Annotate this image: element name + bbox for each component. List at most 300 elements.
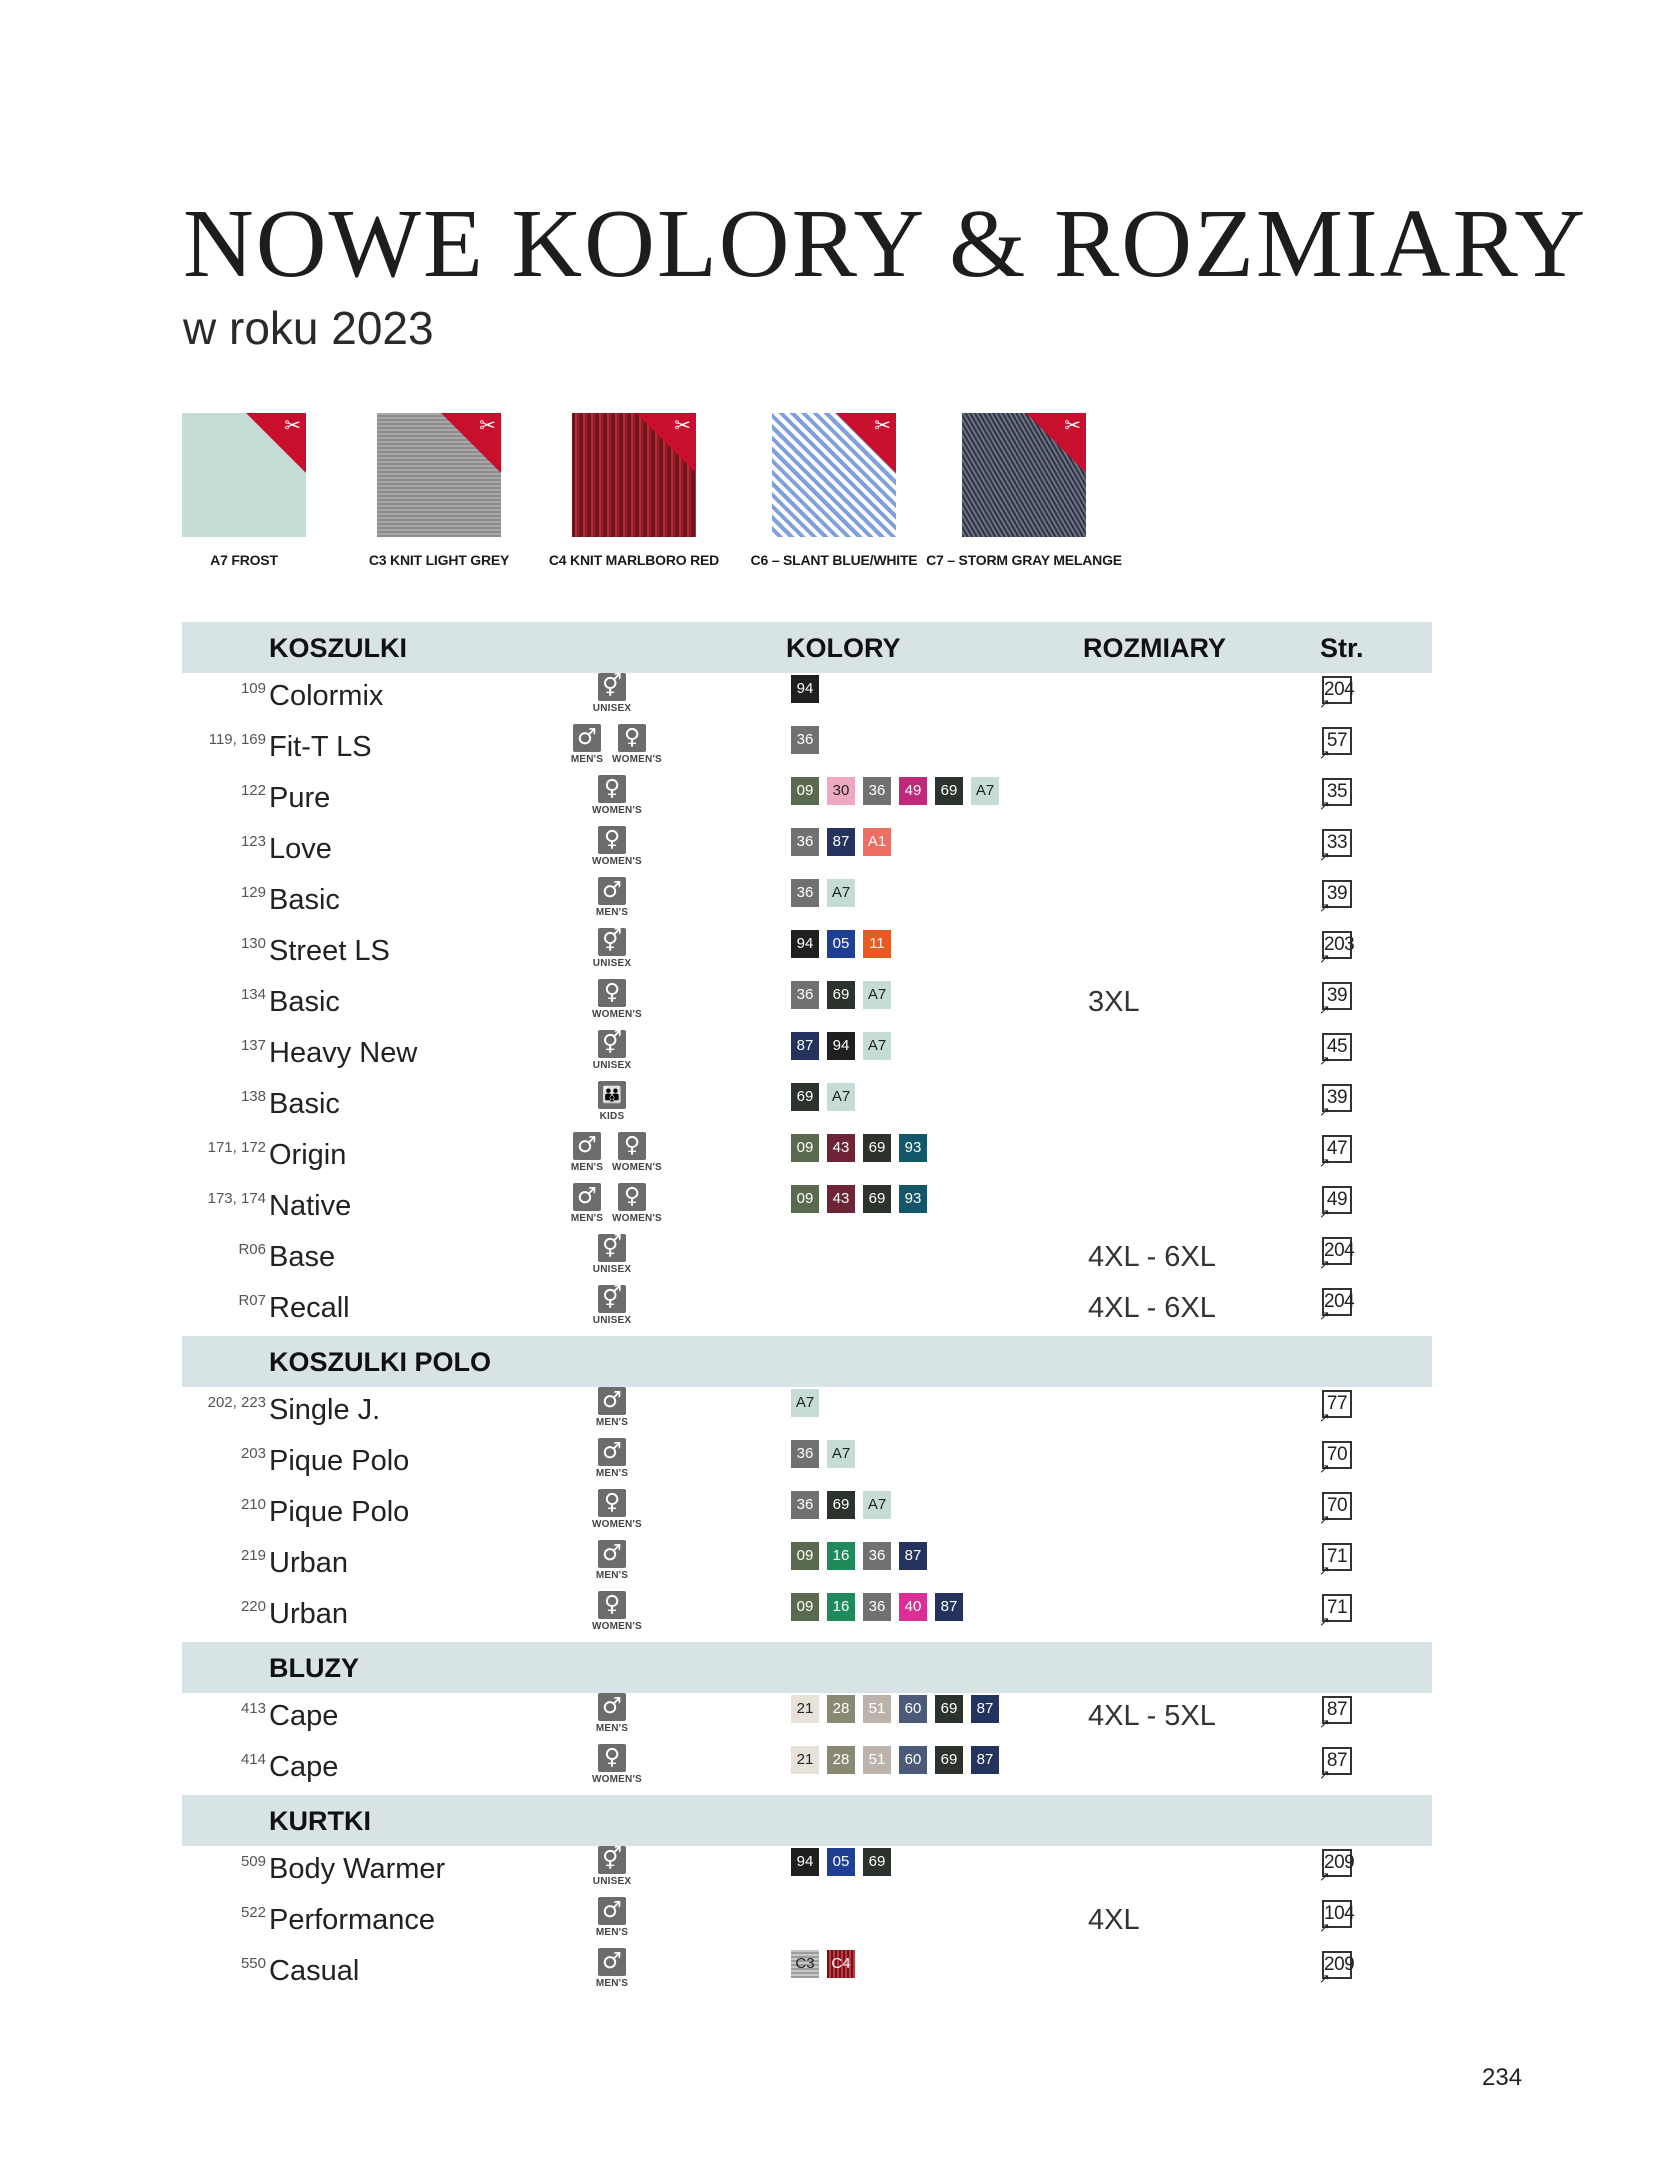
color-chip: 87	[827, 828, 855, 856]
page-link-number: 45	[1326, 1036, 1348, 1057]
gender-badge	[592, 1030, 632, 1071]
page-link-number: 204	[1324, 1291, 1355, 1312]
product-ref: 129	[240, 884, 266, 901]
product-ref: R07	[238, 1292, 266, 1309]
table-row	[0, 1438, 1672, 1489]
female-icon: ♀	[618, 1132, 646, 1160]
page-link[interactable]	[1319, 1594, 1352, 1629]
color-chip: 36	[791, 828, 819, 856]
color-chip: 30	[827, 777, 855, 805]
table-row	[0, 979, 1672, 1030]
page-link-number: 71	[1326, 1597, 1348, 1618]
gender-label: MEN'S	[570, 754, 604, 765]
page-link[interactable]	[1319, 880, 1352, 915]
color-chip: 43	[827, 1134, 855, 1162]
page-link-number: 71	[1326, 1546, 1348, 1567]
female-icon: ♀	[598, 979, 626, 1007]
gender-label: MEN'S	[595, 1978, 629, 1989]
product-name: Basic	[269, 884, 340, 916]
gender-badge	[612, 1132, 662, 1173]
color-chip: 69	[791, 1083, 819, 1111]
gender-label: WOMEN'S	[592, 1009, 642, 1020]
unisex-icon: ⚥	[598, 1846, 626, 1874]
gender-badge	[592, 1081, 632, 1122]
table-row	[0, 1132, 1672, 1183]
page-link[interactable]	[1319, 1441, 1352, 1476]
product-ref: 550	[240, 1955, 266, 1972]
fabric-tag-icon: ✂	[1064, 415, 1081, 437]
arrow-icon: ↗	[1319, 1308, 1330, 1323]
gender-badge	[592, 877, 632, 918]
gender-label: WOMEN'S	[592, 1774, 642, 1785]
gender-label: MEN'S	[595, 1468, 629, 1479]
arrow-icon: ↗	[1319, 1971, 1330, 1986]
page-link[interactable]	[1319, 1033, 1352, 1068]
color-chips	[791, 879, 863, 907]
color-chip: 60	[899, 1746, 927, 1774]
gender-label: WOMEN'S	[612, 1213, 662, 1224]
unisex-icon: ⚥	[598, 673, 626, 701]
swatch-label: C7 – STORM GRAY MELANGE	[926, 552, 1122, 568]
color-chip: A7	[827, 1083, 855, 1111]
color-chip: 36	[791, 1491, 819, 1519]
product-ref: 413	[240, 1700, 266, 1717]
product-ref: 219	[240, 1547, 266, 1564]
page-link[interactable]	[1319, 676, 1355, 711]
color-chips	[791, 1032, 899, 1060]
female-icon: ♀	[598, 775, 626, 803]
section-title: KOSZULKI	[269, 633, 407, 663]
product-ref: 414	[240, 1751, 266, 1768]
product-name: Native	[269, 1190, 352, 1222]
table-row	[0, 1744, 1672, 1795]
gender-badge	[592, 775, 642, 816]
page-link[interactable]	[1319, 1696, 1352, 1731]
size-range: 3XL	[1088, 986, 1140, 1018]
table-row	[0, 1897, 1672, 1948]
unisex-icon: ⚥	[598, 928, 626, 956]
color-chip: 05	[827, 930, 855, 958]
page-number: 234	[1482, 2064, 1523, 2091]
color-chips	[791, 726, 827, 754]
color-chip: 69	[827, 981, 855, 1009]
color-chip: A7	[791, 1389, 819, 1417]
table-row	[0, 775, 1672, 826]
gender-badge	[592, 1897, 632, 1938]
product-name: Single J.	[269, 1394, 381, 1426]
male-icon: ♂	[598, 1897, 626, 1925]
color-chip: 60	[899, 1695, 927, 1723]
color-chip: 09	[791, 1593, 819, 1621]
page-link-number: 70	[1326, 1444, 1348, 1465]
gender-label: UNISEX	[592, 1060, 632, 1071]
page-link-number: 204	[1324, 1240, 1355, 1261]
gender-label: UNISEX	[592, 1315, 632, 1326]
gender-badge	[592, 826, 642, 867]
product-name: Pure	[269, 782, 331, 814]
arrow-icon: ↗	[1319, 1104, 1330, 1119]
table-row	[0, 826, 1672, 877]
color-chip: A7	[971, 777, 999, 805]
page-link-number: 104	[1324, 1903, 1355, 1924]
section-title: BLUZY	[269, 1653, 359, 1683]
color-chip: 36	[863, 1542, 891, 1570]
color-chip: A1	[863, 828, 891, 856]
table-row	[0, 1693, 1672, 1744]
gender-badge	[592, 1285, 632, 1326]
size-range: 4XL - 5XL	[1088, 1700, 1216, 1732]
color-chips	[791, 828, 899, 856]
product-ref: 138	[240, 1088, 266, 1105]
product-ref: 220	[240, 1598, 266, 1615]
page-link-number: 39	[1326, 1087, 1348, 1108]
gender-label: UNISEX	[592, 958, 632, 969]
gender-badge	[592, 1489, 642, 1530]
color-chip: 11	[863, 930, 891, 958]
product-name: Urban	[269, 1547, 348, 1579]
color-chips	[791, 1440, 863, 1468]
product-name: Cape	[269, 1751, 339, 1783]
color-chip: 28	[827, 1695, 855, 1723]
product-ref: 509	[240, 1853, 266, 1870]
gender-badge	[592, 1693, 632, 1734]
color-chips	[791, 1491, 899, 1519]
table-row	[0, 1591, 1672, 1642]
table-row	[0, 1846, 1672, 1897]
gender-badge	[567, 1183, 607, 1224]
product-ref: 202, 223	[207, 1394, 266, 1411]
color-chip: 36	[791, 1440, 819, 1468]
gender-label: MEN'S	[595, 907, 629, 918]
color-chip: 94	[791, 675, 819, 703]
page-link-number: 57	[1326, 730, 1348, 751]
arrow-icon: ↗	[1319, 1206, 1330, 1221]
table-row	[0, 928, 1672, 979]
color-chip: A7	[863, 981, 891, 1009]
color-chip: A7	[863, 1032, 891, 1060]
page-link[interactable]	[1319, 1084, 1352, 1119]
swatch-1	[182, 413, 306, 537]
arrow-icon: ↗	[1319, 1716, 1330, 1731]
page-link[interactable]	[1319, 931, 1355, 966]
product-name: Recall	[269, 1292, 350, 1324]
arrow-icon: ↗	[1319, 798, 1330, 813]
page-link[interactable]	[1319, 1186, 1352, 1221]
product-name: Fit-T LS	[269, 731, 372, 763]
product-name: Basic	[269, 986, 340, 1018]
arrow-icon: ↗	[1319, 1869, 1330, 1884]
color-chip: 69	[935, 777, 963, 805]
page-link[interactable]	[1319, 982, 1352, 1017]
gender-badge	[592, 1948, 632, 1989]
page-link[interactable]	[1319, 727, 1352, 762]
color-chip: A7	[827, 879, 855, 907]
product-name: Casual	[269, 1955, 360, 1987]
swatch-2	[377, 413, 501, 537]
page-link[interactable]	[1319, 1390, 1352, 1425]
gender-badge	[592, 673, 632, 714]
gender-label: WOMEN'S	[592, 1621, 642, 1632]
page-link[interactable]	[1319, 1288, 1355, 1323]
color-chips	[791, 1950, 863, 1978]
color-chip: A7	[827, 1440, 855, 1468]
table-row	[0, 1285, 1672, 1336]
swatch-label: C4 KNIT MARLBORO RED	[548, 552, 720, 568]
arrow-icon: ↗	[1319, 747, 1330, 762]
color-chip: 09	[791, 1185, 819, 1213]
product-ref: 122	[240, 782, 266, 799]
arrow-icon: ↗	[1319, 951, 1330, 966]
page-link[interactable]	[1319, 829, 1352, 864]
gender-label: MEN'S	[570, 1213, 604, 1224]
color-chip: 09	[791, 1134, 819, 1162]
color-chip: C4	[827, 1950, 855, 1978]
arrow-icon: ↗	[1319, 1002, 1330, 1017]
page-link-number: 49	[1326, 1189, 1348, 1210]
color-chips	[791, 1746, 1007, 1774]
fabric-tag-icon: ✂	[874, 415, 891, 437]
page-link[interactable]	[1319, 1951, 1355, 1986]
gender-label: UNISEX	[592, 1876, 632, 1887]
table-row	[0, 1489, 1672, 1540]
header-kolory: KOLORY	[786, 633, 901, 663]
color-chip: 21	[791, 1695, 819, 1723]
page-link-number: 87	[1326, 1750, 1348, 1771]
arrow-icon: ↗	[1319, 1257, 1330, 1272]
color-chips	[791, 777, 1007, 805]
arrow-icon: ↗	[1319, 696, 1330, 711]
color-chip: 21	[791, 1746, 819, 1774]
product-name: Body Warmer	[269, 1853, 446, 1885]
header-rozmiary: ROZMIARY	[1083, 633, 1226, 663]
color-chip: 40	[899, 1593, 927, 1621]
unisex-icon: ⚥	[598, 1234, 626, 1262]
color-chip: 69	[935, 1695, 963, 1723]
table-row	[0, 877, 1672, 928]
section-title: KOSZULKI POLO	[269, 1347, 491, 1377]
arrow-icon: ↗	[1319, 1920, 1330, 1935]
gender-badge	[592, 1438, 632, 1479]
gender-label: MEN'S	[595, 1570, 629, 1581]
product-name: Urban	[269, 1598, 348, 1630]
table-row	[0, 1948, 1672, 1999]
male-icon: ♂	[598, 1948, 626, 1976]
table-row	[0, 1540, 1672, 1591]
gender-badge	[612, 724, 662, 765]
product-name: Love	[269, 833, 332, 865]
product-name: Pique Polo	[269, 1496, 410, 1528]
size-range: 4XL - 6XL	[1088, 1241, 1216, 1273]
arrow-icon: ↗	[1319, 1512, 1330, 1527]
table-row	[0, 724, 1672, 775]
arrow-icon: ↗	[1319, 1767, 1330, 1782]
page-link-number: 87	[1326, 1699, 1348, 1720]
page-link[interactable]	[1319, 1237, 1355, 1272]
product-ref: 203	[240, 1445, 266, 1462]
swatch-label: A7 FROST	[210, 552, 278, 568]
color-chip: 51	[863, 1695, 891, 1723]
page-subtitle: w roku 2023	[183, 302, 434, 354]
color-chip: 05	[827, 1848, 855, 1876]
product-ref: 130	[240, 935, 266, 952]
gender-label: WOMEN'S	[592, 1519, 642, 1530]
color-chips	[791, 1083, 863, 1111]
product-name: Pique Polo	[269, 1445, 410, 1477]
page-link-number: 47	[1326, 1138, 1348, 1159]
color-chip: 36	[791, 981, 819, 1009]
page-link[interactable]	[1319, 1900, 1355, 1935]
color-chip: 69	[863, 1134, 891, 1162]
color-chips	[791, 1185, 935, 1213]
product-ref: 210	[240, 1496, 266, 1513]
arrow-icon: ↗	[1319, 1563, 1330, 1578]
color-chip: 69	[863, 1848, 891, 1876]
color-chip: 36	[863, 1593, 891, 1621]
female-icon: ♀	[618, 724, 646, 752]
female-icon: ♀	[598, 1591, 626, 1619]
product-name: Base	[269, 1241, 336, 1273]
table-row	[0, 1387, 1672, 1438]
color-chip: 94	[791, 1848, 819, 1876]
color-chips	[791, 1593, 971, 1621]
kids-icon: 👪	[598, 1081, 626, 1109]
gender-label: MEN'S	[595, 1723, 629, 1734]
page-link[interactable]	[1319, 1747, 1352, 1782]
header-str: Str.	[1320, 633, 1364, 663]
page-link-number: 39	[1326, 883, 1348, 904]
page-link-number: 39	[1326, 985, 1348, 1006]
product-ref: 137	[240, 1037, 266, 1054]
page-link[interactable]	[1319, 1849, 1355, 1884]
color-chip: 94	[827, 1032, 855, 1060]
unisex-icon: ⚥	[598, 1030, 626, 1058]
arrow-icon: ↗	[1319, 1461, 1330, 1476]
page-link-number: 33	[1326, 832, 1348, 853]
gender-badge	[592, 1234, 632, 1275]
color-chip: A7	[863, 1491, 891, 1519]
page-link[interactable]	[1319, 778, 1352, 813]
gender-label: UNISEX	[592, 1264, 632, 1275]
gender-badge	[592, 979, 642, 1020]
color-chips	[791, 930, 899, 958]
page-link-number: 35	[1326, 781, 1348, 802]
page-link-number: 204	[1324, 679, 1355, 700]
product-name: Heavy New	[269, 1037, 418, 1069]
swatch-3	[572, 413, 696, 537]
page-link[interactable]	[1319, 1135, 1352, 1170]
gender-label: MEN'S	[570, 1162, 604, 1173]
gender-badge	[592, 1387, 632, 1428]
table-row	[0, 673, 1672, 724]
gender-label: UNISEX	[592, 703, 632, 714]
male-icon: ♂	[598, 1693, 626, 1721]
female-icon: ♀	[598, 1489, 626, 1517]
gender-label: MEN'S	[595, 1417, 629, 1428]
product-ref: 173, 174	[207, 1190, 266, 1207]
page-link[interactable]	[1319, 1543, 1352, 1578]
color-chip: 43	[827, 1185, 855, 1213]
male-icon: ♂	[573, 1183, 601, 1211]
color-chip: 09	[791, 777, 819, 805]
color-chip: C3	[791, 1950, 819, 1978]
fabric-tag-icon: ✂	[479, 415, 496, 437]
gender-label: KIDS	[599, 1111, 625, 1122]
arrow-icon: ↗	[1319, 900, 1330, 915]
page-link-number: 209	[1324, 1852, 1355, 1873]
color-chip: 36	[791, 726, 819, 754]
color-chip: 69	[827, 1491, 855, 1519]
color-chip: 16	[827, 1542, 855, 1570]
page-title: NOWE KOLORY & ROZMIARY	[183, 190, 1588, 298]
gender-badge	[612, 1183, 662, 1224]
color-chip: 51	[863, 1746, 891, 1774]
section-title: KURTKI	[269, 1806, 371, 1836]
color-chip: 28	[827, 1746, 855, 1774]
color-chips	[791, 675, 827, 703]
product-ref: 119, 169	[208, 731, 266, 748]
color-chip: 87	[935, 1593, 963, 1621]
gender-badge	[592, 928, 632, 969]
table-row	[0, 1234, 1672, 1285]
swatch-4	[772, 413, 896, 537]
arrow-icon: ↗	[1319, 849, 1330, 864]
gender-badge	[592, 1591, 642, 1632]
page-link-number: 203	[1324, 934, 1355, 955]
arrow-icon: ↗	[1319, 1614, 1330, 1629]
gender-label: WOMEN'S	[592, 805, 642, 816]
fabric-tag-icon: ✂	[284, 415, 301, 437]
unisex-icon: ⚥	[598, 1285, 626, 1313]
swatch-5	[962, 413, 1086, 537]
color-chip: 69	[863, 1185, 891, 1213]
color-chip: 87	[791, 1032, 819, 1060]
color-chip: 94	[791, 930, 819, 958]
gender-label: WOMEN'S	[612, 1162, 662, 1173]
color-chips	[791, 1542, 935, 1570]
product-name: Street LS	[269, 935, 390, 967]
gender-badge	[567, 724, 607, 765]
color-chip: 36	[791, 879, 819, 907]
page-link-number: 209	[1324, 1954, 1355, 1975]
color-chip: 49	[899, 777, 927, 805]
male-icon: ♂	[573, 1132, 601, 1160]
color-chip: 87	[971, 1695, 999, 1723]
gender-badge	[592, 1846, 632, 1887]
color-chip: 36	[863, 777, 891, 805]
color-chip: 09	[791, 1542, 819, 1570]
product-name: Cape	[269, 1700, 339, 1732]
swatch-label: C3 KNIT LIGHT GREY	[368, 552, 510, 568]
gender-label: WOMEN'S	[592, 856, 642, 867]
gender-label: MEN'S	[595, 1927, 629, 1938]
size-range: 4XL - 6XL	[1088, 1292, 1216, 1324]
arrow-icon: ↗	[1319, 1410, 1330, 1425]
page-link[interactable]	[1319, 1492, 1352, 1527]
product-ref: 134	[240, 986, 266, 1003]
gender-badge	[592, 1540, 632, 1581]
color-chip: 87	[971, 1746, 999, 1774]
product-ref: 109	[240, 680, 266, 697]
table-row	[0, 1183, 1672, 1234]
color-chips	[791, 1134, 935, 1162]
color-chip: 93	[899, 1134, 927, 1162]
male-icon: ♂	[598, 1387, 626, 1415]
gender-label: WOMEN'S	[612, 754, 662, 765]
male-icon: ♂	[598, 1438, 626, 1466]
color-chip: 87	[899, 1542, 927, 1570]
color-chips	[791, 1848, 899, 1876]
arrow-icon: ↗	[1319, 1053, 1330, 1068]
